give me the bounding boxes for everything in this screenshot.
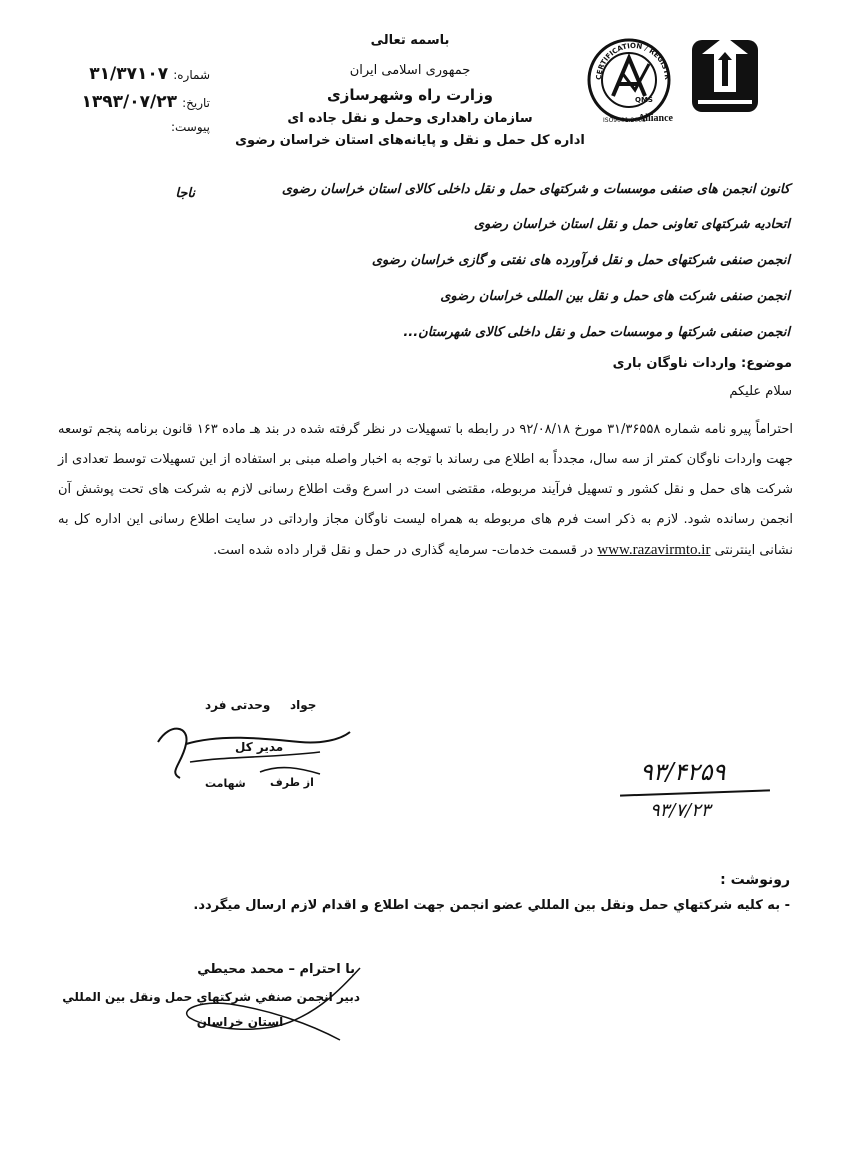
cert-brand: Alliance <box>638 113 673 124</box>
body-text: احتراماً پیرو نامه شماره ۳۱/۳۶۵۵۸ مورخ ۹۲/۰۸/۱۸ در رابطه با تسهیلات در نظر گرفته شده در بند هـ ماده ۱۶۳ قانون برنامه پنجم توسعه جهت واردات ناوگان کمتر از سه سال، مجدداً به اطلاع می رساند با توجه به اخبار واصله مبنی بر استفاده از این تسهیلات توسط تعدادی از شرکت های حمل و نقل کشور و تسهیل فرآیند مربوطه، مقتضی است در اسرع وقت اطلاع رسانی لازم به شرکت های تحت پوشش آن انجمن رسانده شود. لازم به ذکر است فرم های مربوطه به همراه لیست ناوگان مجاز وارداتی در سایت اطلاع رسانی این اداره کل به نشانی اینترنتی <box>58 422 793 558</box>
body-paragraph <box>58 415 793 566</box>
side-note: ناجا <box>175 186 195 201</box>
recipient-5: انجمن صنفی شرکتها و موسسات حمل و نقل داخلی کالای شهرستان... <box>403 325 790 340</box>
footer-role-line2: استان خراسان <box>196 1015 284 1029</box>
on-behalf: از طرف <box>270 776 314 789</box>
handwritten-reg-number: ۹۳/۴۲۵۹ <box>640 758 726 786</box>
recipient-4: انجمن صنفی شرکت های حمل و نقل بین المللی خراسان رضوی <box>440 289 790 304</box>
website-link[interactable]: www.razavirmto.ir <box>597 542 711 558</box>
country-name: جمهوری اسلامی ایران <box>349 63 471 78</box>
organization-name: سازمان راهداری وحمل و نقل جاده ای <box>287 111 533 126</box>
deputy-name: شهامت <box>205 777 246 790</box>
footer-role-line1: دبير انجمن صنفي شرکتهاي حمل ونقل بين المللي <box>62 990 360 1004</box>
recipient-1: کانون انجمن های صنفی موسسات و شرکتهای حمل و نقل داخلی کالای استان خراسان رضوی <box>281 182 790 197</box>
subject-row <box>400 356 792 371</box>
invocation: باسمه تعالی <box>370 33 450 48</box>
body-text-end: در قسمت خدمات- سرمایه گذاری در حمل و نقل قرار داده شده است. <box>213 543 594 558</box>
ministry-name: وزارت راه وشهرسازی <box>327 86 493 104</box>
ministry-emblem <box>690 32 760 114</box>
signer-first-name: جواد <box>290 698 317 712</box>
handwritten-reg-date: ۹۳/۷/۲۳ <box>650 800 711 821</box>
cert-qms: QMS <box>635 96 653 104</box>
attachment-label: پیوست: <box>170 120 210 134</box>
cert-iso: ISO9001:2008 <box>603 117 646 124</box>
greeting: سلام علیکم <box>729 384 792 399</box>
signer-last-name: وحدتی فرد <box>205 698 271 712</box>
cc-heading: رونوشت : <box>720 872 790 888</box>
footer-regards: با احترام – <box>288 962 355 977</box>
cc-line: - به کلیه شرکتهاي حمل ونقل بين المللي عضو انجمن جهت اطلاع و اقدام لازم ارسال ميگردد. <box>193 898 790 913</box>
handwritten-underline <box>620 789 770 796</box>
department-name: اداره کل حمل و نقل و پایانه‌های استان خراسان رضوی <box>235 133 585 148</box>
recipient-2: اتحادیه شرکتهای تعاونی حمل و نقل استان خراسان رضوی <box>473 217 790 232</box>
footer-name: محمد محيطي <box>197 962 284 977</box>
signer-title: مدیر کل <box>235 740 284 754</box>
subject-label: موضوع: <box>741 356 792 371</box>
letter-number-row <box>60 64 210 84</box>
number-label: شماره: <box>173 68 210 82</box>
letter-number: ۳۱/۳۷۱۰۷ <box>89 64 169 84</box>
footer-handwritten-signature <box>170 960 380 1050</box>
cert-ring-text: CERTIFICATION / REGISTR <box>594 41 672 81</box>
letter-date: ۱۳۹۳/۰۷/۲۳ <box>81 92 177 112</box>
subject-text: واردات ناوگان باری <box>612 356 737 371</box>
date-label: تاریخ: <box>182 96 210 110</box>
letter-date-row <box>60 92 210 112</box>
recipient-3: انجمن صنفی شرکتهای حمل و نقل فرآورده های نفتی و گازی خراسان رضوی <box>371 253 790 268</box>
